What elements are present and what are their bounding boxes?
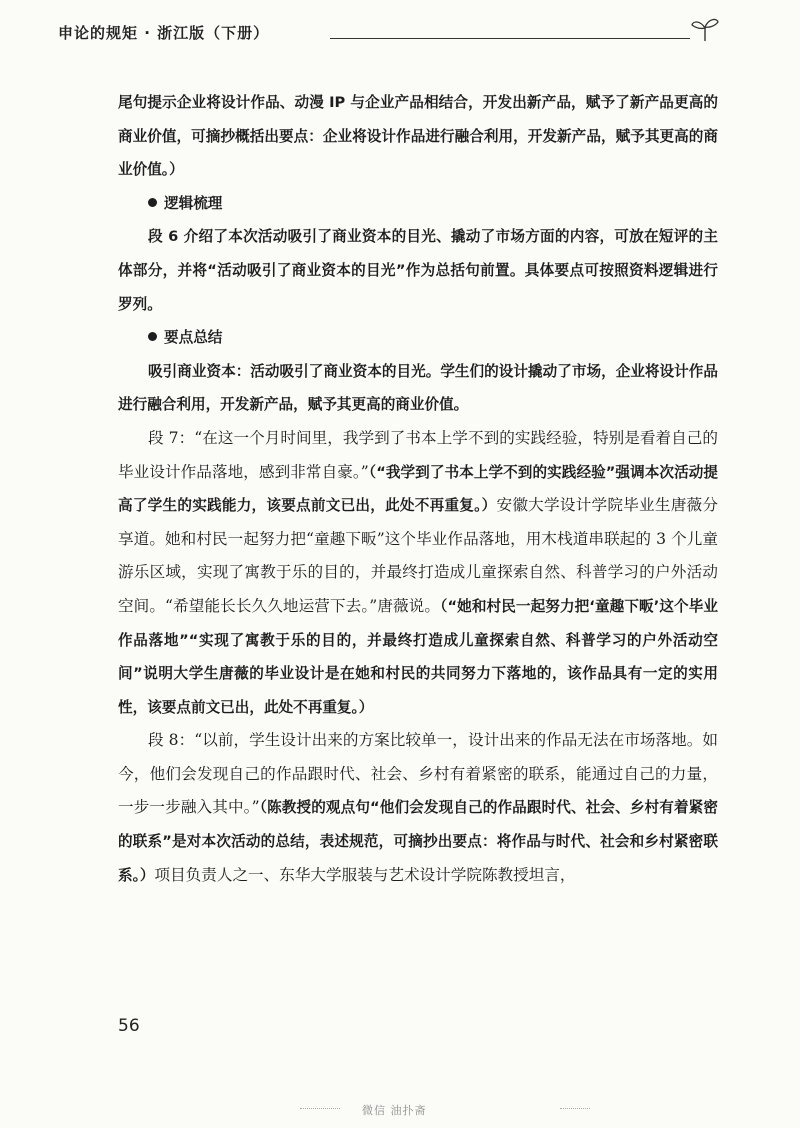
quote-text: 安徽大学设计学院毕业生唐薇分享道。她和村民一起努力把“童趣下畈”这个毕业作品落地，用木栈道串联起的 3 个儿童游乐区域，实现了寓教于乐的目的，并最终打造成儿童探索自然、科普学习的户外活动空间。“希望能长长久久地运营下去。”唐薇说。 xyxy=(118,496,718,615)
bullet-icon xyxy=(148,332,157,341)
sprout-icon xyxy=(690,16,720,42)
paragraph-summary: 吸引商业资本：活动吸引了商业资本的目光。学生们的设计撬动了市场，企业将设计作品进行融合利用，开发新产品，赋予其更高的商业价值。 xyxy=(118,362,718,414)
paragraph-section-8 xyxy=(118,724,718,892)
quote-text: 段 8：“以前，学生设计出来的方案比较单一，设计出来的作品无法在市场落地。如今，他们会发现自己的作品跟时代、社会、乡村有着紧密的联系，能通过自己的力量，一步一步融入其中。” xyxy=(118,731,718,817)
page-body xyxy=(118,86,718,892)
scan-speck xyxy=(560,1108,590,1110)
footer-watermark: 微信 油扑斋 xyxy=(362,1104,427,1117)
quote-text: 项目负责人之一、东华大学服装与艺术设计学院陈教授坦言， xyxy=(154,865,576,884)
quote-text: 段 7：“在这一个月时间里，我学到了书本上学不到的实践经验，特别是看着自己的毕业设计作品落地，感到非常自豪。” xyxy=(118,428,718,481)
header-rule xyxy=(330,38,690,39)
bullet-icon xyxy=(148,198,157,207)
heading-text: 要点总结 xyxy=(164,329,223,347)
header-title: 申论的规矩 · 浙江版（下册） xyxy=(58,24,270,42)
annotation-text: （“我学到了书本上学不到的实践经验”强调本次活动提高了学生的实践能力，该要点前文已出，此处不再重复。） xyxy=(118,463,718,515)
running-header xyxy=(58,20,720,50)
paragraph-logic: 段 6 介绍了本次活动吸引了商业资本的目光、撬动了市场方面的内容，可放在短评的主体部分，并将“活动吸引了商业资本的目光”作为总括句前置。具体要点可按照资料逻辑进行罗列。 xyxy=(118,228,718,313)
section-heading-summary xyxy=(118,321,718,355)
paragraph-section-7 xyxy=(118,422,718,724)
paragraph-analysis-tail: 尾句提示企业将设计作品、动漫 IP 与企业产品相结合，开发出新产品，赋予了新产品更高的商业价值，可摘抄概括出要点：企业将设计作品进行融合利用，开发新产品，赋予其更高的商业价值。） xyxy=(118,94,718,179)
heading-text: 逻辑梳理 xyxy=(164,194,223,212)
section-heading-logic xyxy=(118,187,718,221)
annotation-text: （陈教授的观点句“他们会发现自己的作品跟时代、社会、乡村有着紧密的联系”是对本次活动的总结，表述规范，可摘抄出要点：将作品与时代、社会和乡村紧密联系。） xyxy=(118,799,718,884)
annotation-text: （“她和村民一起努力把‘童趣下畈’这个毕业作品落地”“实现了寓教于乐的目的，并最终打造成儿童探索自然、科普学习的户外活动空间”说明大学生唐薇的毕业设计是在她和村民的共同努力下落地的，该作品具有一定的实用性，该要点前文已出，此处不再重复。） xyxy=(118,597,718,716)
page-number: 56 xyxy=(118,1016,140,1036)
scan-speck xyxy=(300,1108,340,1110)
